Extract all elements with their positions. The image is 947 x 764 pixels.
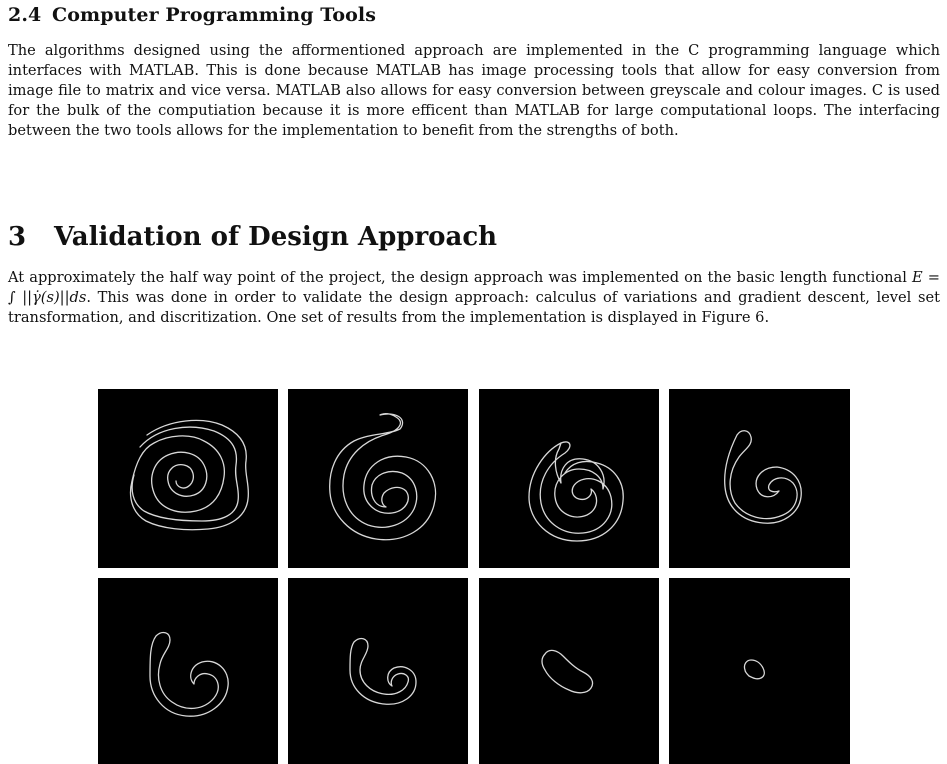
curve-image-5 xyxy=(98,578,278,764)
curve-image-8 xyxy=(669,578,850,764)
figure-panel-5 xyxy=(98,578,278,764)
figure-panel-1 xyxy=(98,389,278,568)
section-title: Validation of Design Approach xyxy=(54,222,498,252)
figure-panel-6 xyxy=(288,578,468,764)
section-number: 3 xyxy=(8,222,27,252)
curve-image-4 xyxy=(669,389,850,568)
figure-panel-7 xyxy=(479,578,659,764)
section-heading xyxy=(8,222,497,252)
paragraph-validation-text-end: . This was done in order to validate the design approach: calculus of variations and gradient descent, level set transformation, and discritization. One set of results from the implementation is displayed in Figure 6. xyxy=(8,289,940,326)
figure-panel-3 xyxy=(479,389,659,568)
figure-curve-evolution xyxy=(98,389,850,764)
subsection-number: 2.4 xyxy=(8,4,42,26)
figure-panel-2 xyxy=(288,389,468,568)
paragraph-validation xyxy=(8,268,940,328)
figure-panel-8 xyxy=(669,578,850,764)
paragraph-validation-text-start: At approximately the half way point of the project, the design approach was implemented on the basic length functional xyxy=(8,269,912,286)
curve-image-1 xyxy=(98,389,278,568)
curve-image-3 xyxy=(479,389,659,568)
paragraph-programming-tools: The algorithms designed using the afformentioned approach are implemented in the C programming language which interfaces with MATLAB. This is done because MATLAB has image processing tools that allow for easy conversion from image file to matrix and vice versa. MATLAB also allows for easy conversion between greyscale and colour images. C is used for the bulk of the computiation because it is more efficent than MATLAB for large computational loops. The interfacing between the two tools allows for the implementation to benefit from the strengths of both. xyxy=(8,42,940,139)
figure-panel-4 xyxy=(669,389,850,568)
curve-image-6 xyxy=(288,578,468,764)
curve-image-7 xyxy=(479,578,659,764)
length-functional-equation: E = ∫ ||γ̇(s)||ds xyxy=(8,269,940,306)
curve-image-2 xyxy=(288,389,468,568)
subsection-title: Computer Programming Tools xyxy=(52,4,377,26)
subsection-heading xyxy=(8,4,376,26)
